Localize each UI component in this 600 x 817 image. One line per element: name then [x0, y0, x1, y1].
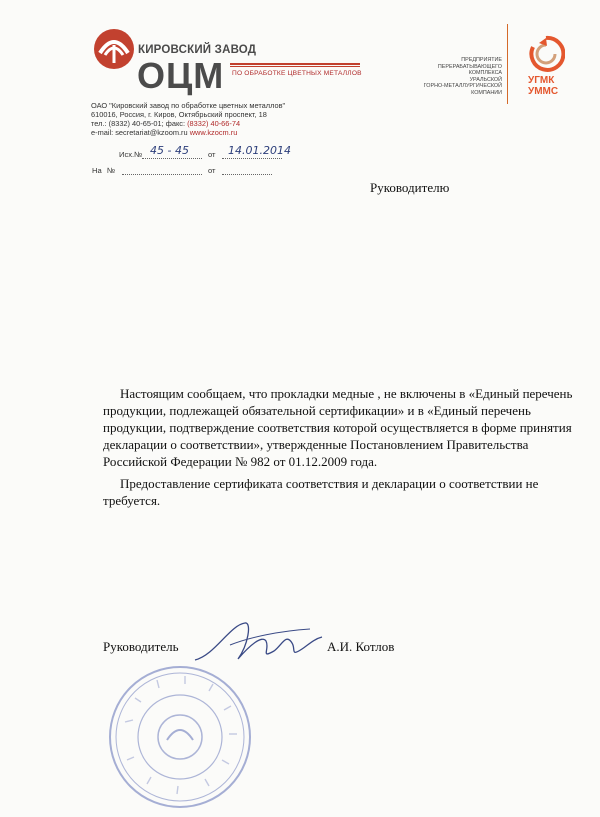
orange-divider	[507, 24, 508, 104]
red-rule	[230, 63, 360, 65]
letter-body	[103, 385, 573, 514]
fax-number: (8332) 40-66-74	[187, 119, 241, 128]
website-link[interactable]: www.kzocm.ru	[189, 128, 238, 137]
recipient: Руководителю	[370, 180, 450, 195]
company-subtitle: ПО ОБРАБОТКЕ ЦВЕТНЫХ МЕТАЛЛОВ	[232, 70, 362, 77]
umms-wordmark: УММС	[528, 86, 559, 97]
group-line: ПРЕДПРИЯТИЕ	[461, 57, 502, 63]
group-line: ГОРНО-МЕТАЛЛУРГИЧЕСКОЙ	[423, 83, 502, 90]
ref-in-no: №	[107, 166, 116, 175]
email-line	[91, 128, 237, 137]
signatory-name: А.И. Котлов	[327, 639, 395, 654]
ref-in-line	[122, 174, 202, 175]
ref-date-line	[222, 158, 282, 159]
group-line: КОМПЛЕКСА	[468, 70, 502, 77]
company-abbr: ОЦМ	[137, 55, 225, 96]
ref-out-line	[142, 158, 202, 159]
phone-line	[91, 119, 240, 128]
ugmk-logo	[527, 35, 565, 78]
phone-label: тел.: (8332) 40-65-01; факс:	[91, 119, 188, 128]
ref-out-number: 45 - 45	[150, 144, 189, 157]
address-line-1: ОАО "Кировский завод по обработке цветных металлов"	[91, 101, 286, 110]
red-rule-thin	[230, 66, 360, 67]
email-text: e-mail: secretariat@kzoom.ru	[91, 128, 190, 137]
group-description	[424, 57, 502, 97]
company-name-top: КИРОВСКИЙ ЗАВОД	[138, 44, 257, 56]
ugmk-wordmark: УГМК	[528, 75, 555, 86]
ref-date-label: от	[208, 150, 216, 159]
ref-out-label: Исх.№	[119, 150, 143, 159]
ref-in-date-label: от	[208, 166, 216, 175]
ref-in-date-line	[222, 174, 272, 175]
address-line-2: 610016, Россия, г. Киров, Октябрьский проспект, 18	[91, 110, 267, 119]
group-line: КОМПАНИИ	[471, 89, 502, 96]
ref-date: 14.01.2014	[228, 144, 291, 157]
group-line: УРАЛЬСКОЙ	[469, 76, 502, 83]
group-line: ПЕРЕРАБАТЫВАЮЩЕГО	[437, 63, 502, 70]
body-paragraph-2: Предоставление сертификата соответствия и декларации о соответствии не требуется.	[103, 476, 539, 508]
company-stamp	[105, 662, 255, 817]
body-paragraph-1: Настоящим сообщаем, что прокладки медные , не включены в «Единый перечень продукции, подлежащей обязательной сертификации» и в «Единый перечень продукции, подтверждение соответствия которой осуществляется в форме принятия декларации о соответствии», утвержденные Постановлением Правительства Российской Федерации № 982 от 01.12.2009 года.	[103, 386, 573, 469]
signature-position: Руководитель	[103, 639, 179, 654]
ref-in-label: На	[92, 166, 102, 175]
company-logo	[92, 27, 136, 76]
